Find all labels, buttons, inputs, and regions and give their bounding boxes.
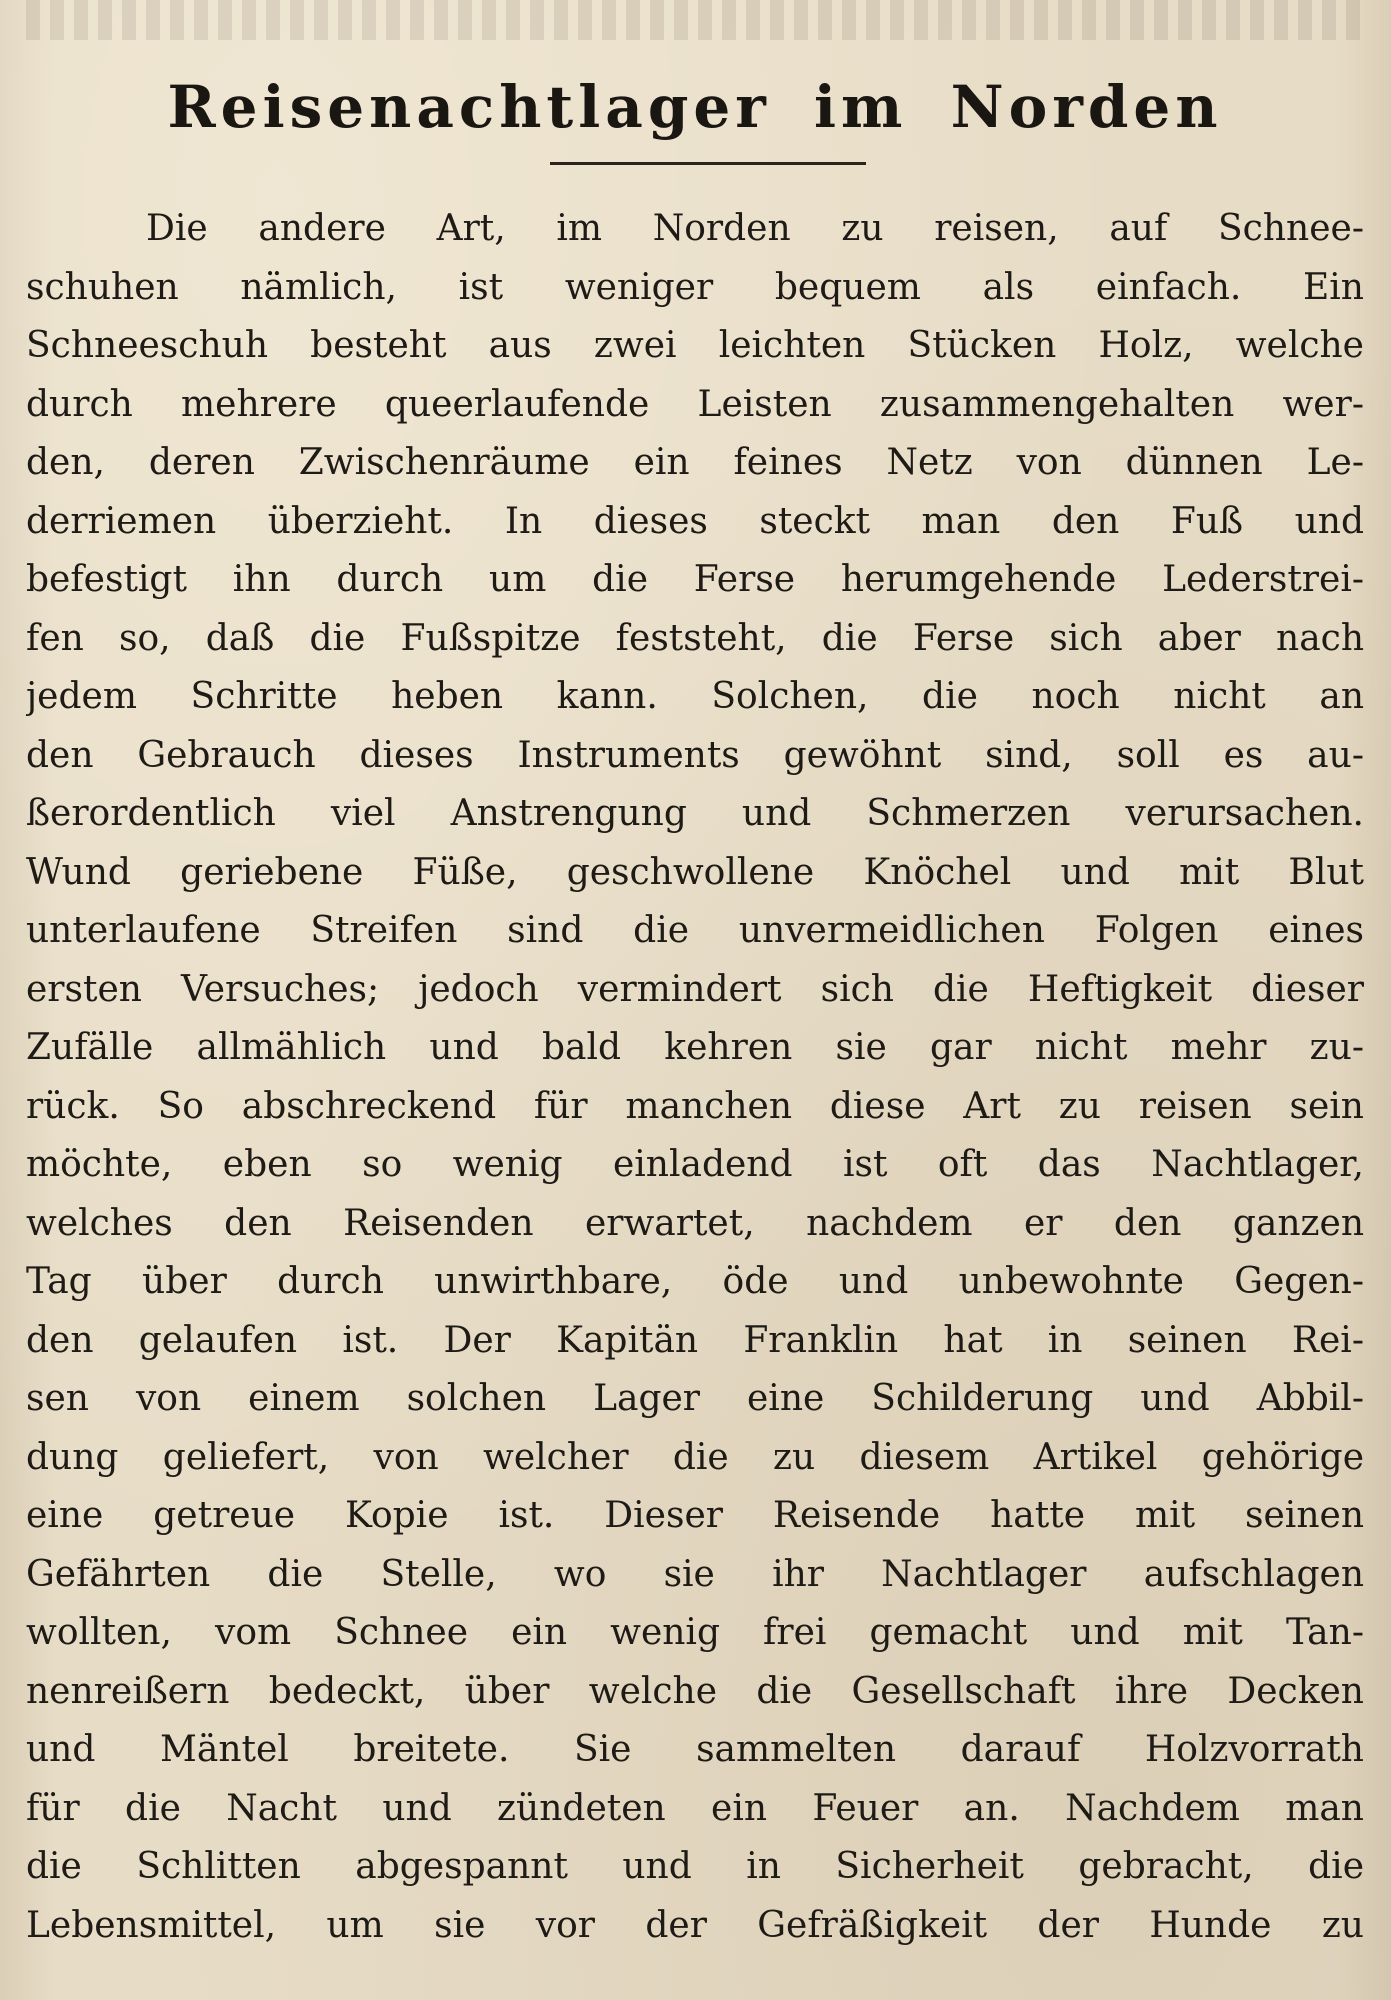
text-line: unterlaufene Streifen sind die unvermeidlichen Folgen eines	[26, 910, 1364, 951]
article-body	[26, 200, 1364, 1955]
text-line: Zufälle allmählich und bald kehren sie gar nicht mehr zu-	[26, 1027, 1364, 1068]
text-line: jedem Schritte heben kann. Solchen, die noch nicht an	[26, 676, 1364, 717]
text-line: Wund geriebene Füße, geschwollene Knöchel und mit Blut	[26, 851, 1364, 893]
article-title: Reisenachtlager im Norden	[167, 73, 1223, 141]
text-line: für die Nacht und zündeten ein Feuer an. Nachdem man	[26, 1787, 1364, 1829]
text-line: möchte, eben so wenig einladend ist oft das Nachtlager,	[26, 1144, 1364, 1185]
text-line: schuhen nämlich, ist weniger bequem als einfach. Ein	[26, 266, 1364, 308]
text-line: ßerordentlich viel Anstrengung und Schmerzen verursachen.	[26, 793, 1364, 834]
title-rule	[550, 162, 866, 165]
text-line: die Schlitten abgespannt und in Sicherheit gebracht, die	[26, 1846, 1364, 1887]
text-line: rück. So abschreckend für manchen diese Art zu reisen sein	[26, 1085, 1364, 1127]
text-line: Gefährten die Stelle, wo sie ihr Nachtlager aufschlagen	[26, 1553, 1364, 1595]
text-line: und Mäntel breitete. Sie sammelten darauf Holzvorrath	[26, 1729, 1364, 1770]
text-line: den Gebrauch dieses Instruments gewöhnt sind, soll es au-	[26, 734, 1364, 776]
text-line: nenreißern bedeckt, über welche die Gesellschaft ihre Decken	[26, 1670, 1364, 1712]
text-line: sen von einem solchen Lager eine Schilderung und Abbil-	[26, 1378, 1364, 1419]
text-line: wollten, vom Schnee ein wenig frei gemacht und mit Tan-	[26, 1612, 1364, 1653]
newspaper-page	[26, 0, 1364, 2000]
text-line: fen so, daß die Fußspitze feststeht, die Ferse sich aber nach	[26, 617, 1364, 659]
text-line: Die andere Art, im Norden zu reisen, auf Schnee-	[146, 208, 1364, 249]
text-line: den gelaufen ist. Der Kapitän Franklin hat in seinen Rei-	[26, 1319, 1364, 1361]
bleed-through-texture	[26, 0, 1364, 40]
text-line: den, deren Zwischenräume ein feines Netz von dünnen Le-	[26, 442, 1364, 483]
text-line: derriemen überzieht. In dieses steckt man den Fuß und	[26, 500, 1364, 542]
text-line: ersten Versuches; jedoch vermindert sich die Heftigkeit dieser	[26, 968, 1364, 1010]
text-line: befestigt ihn durch um die Ferse herumgehende Lederstrei-	[26, 559, 1364, 600]
text-line: Schneeschuh besteht aus zwei leichten Stücken Holz, welche	[26, 325, 1364, 366]
text-line: Tag über durch unwirthbare, öde und unbewohnte Gegen-	[26, 1261, 1364, 1302]
text-line: dung geliefert, von welcher die zu diesem Artikel gehörige	[26, 1436, 1364, 1478]
text-line: Lebensmittel, um sie vor der Gefräßigkeit der Hunde zu	[26, 1904, 1364, 1946]
text-line: eine getreue Kopie ist. Dieser Reisende hatte mit seinen	[26, 1495, 1364, 1536]
text-line: durch mehrere queerlaufende Leisten zusammengehalten wer-	[26, 383, 1364, 425]
text-line: welches den Reisenden erwartet, nachdem er den ganzen	[26, 1202, 1364, 1244]
